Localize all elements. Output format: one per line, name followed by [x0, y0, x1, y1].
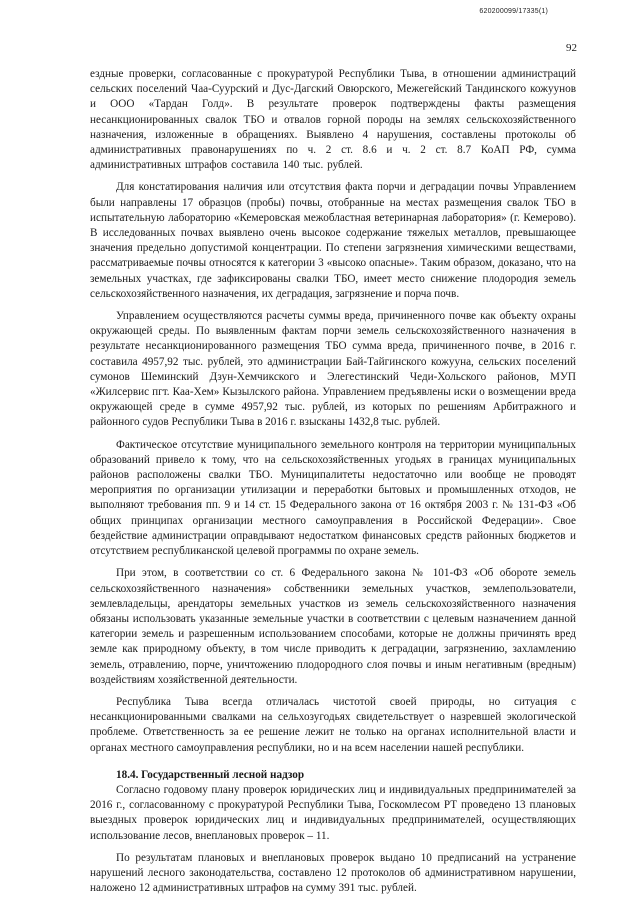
paragraph-forest-inspections: Согласно годовому плану проверок юридических лиц и индивидуальных предпринимателей за 2016 г., согласованному с прокуратурой Республики Тыва, Госкомлесом РТ проведено 13 плановых выездных проверок юридических лиц и индивидуальных предпринимателей, осуществляющих использование лесов, внеплановых проверок – 11. [90, 783, 576, 842]
paragraph-forest-results: По результатам плановых и внеплановых проверок выдано 10 предписаний на устранение нарушений лесного законодательства, составлено 12 протоколов об административном нарушении, наложено 12 административных штрафов на сумму 391 тыс. рублей. [90, 851, 576, 895]
paragraph-land-law: При этом, в соответствии со ст. 6 Федерального закона № 101-ФЗ «Об обороте земель сельскохозяйственного назначения» собственники земельных участков, землепользователи, землевладельцы, арендаторы земельных участков из земель сельскохозяйственного назначения обязаны использовать указанные земельные участки в соответствии с целевым назначением данной категории земель и разрешенным использованием способами, которые не должны причинять вред земле как природному объекту, в том числе приводить к деградации, загрязнению, захламлению земель, отравлению, порче, уничтожению плодородного слоя почвы и иным негативным (вредным) воздействиям хозяйственной деятельности. [90, 567, 576, 686]
paragraph-soil-sampling: Для констатирования наличия или отсутствия факта порчи и деградации почвы Управлением были направлены 17 образцов (пробы) почвы, отобранные на местах размещения свалок ТБО в испытательную лабораторию «Кемеровская межобластная ветеринарная лаборатория» (г. Кемерово). В исследованных почвах выявлено очень высокое содержание тяжелых металлов, превышающее значения предельно допустимой концентрации. По степени загрязнения химическими веществами, рассматриваемые почвы относятся к категории 3 «высоко опасные». Таким образом, доказано, что на земельных участках, где зафиксированы свалки ТБО, имеет место снижение плодородия земель сельскохозяйственного назначения, их деградация, загрязнение и порча почв. [90, 181, 576, 300]
paragraph-municipal-control: Фактическое отсутствие муниципального земельного контроля на территории муниципальных образований привело к тому, что на сельскохозяйственных угодьях в границах муниципальных районов расположены свалки ТБО. Муниципалитеты недостаточно или вообще не проводят мероприятия по организации утилизации и переработки бытовых и промышленных отходов, не выполняют требования пп. 9 и 14 ст. 15 Федерального закона от 16 октября 2003 г. № 131-ФЗ «Об общих принципах организации местного самоуправления в Российской Федерации». Свое бездействие администрации оправдывают недостатком финансовых средств районных бюджетов и отсутствием республиканской целевой программы по охране земель. [90, 438, 576, 558]
paragraph-conclusion: Республика Тыва всегда отличалась чистотой своей природы, но ситуация с несанкционированными свалками на сельхозугодьях свидетельствует о назревшей экологической проблеме. Ответственность за ее решение лежит не только на органах исполнительной власти и органах местного самоуправления республики, но и на всем населении нашей республики. [90, 695, 576, 754]
paragraph-damage-calculation: Управлением осуществляются расчеты суммы вреда, причиненного почве как объекту охраны окружающей среды. По выявленным фактам порчи земель сельскохозяйственного назначения в результате несанкционированного размещения ТБО сумма вреда, причиненного почве, в 2016 г. составила 4957,92 тыс. рублей, это администрации Бай-Тайгинского кожууна, сельских поселений сумонов Шеминский Дзун-Хемчикского и Элегестинский Чеди-Хольского районов, МУП «Жилсервис пгт. Каа-Хем» Кызылского района. Управлением предъявлены иски о возмещении вреда окружающей среде в сумме 4957,92 тыс. рублей, из которых по решениям Арбитражного и районного судов Республики Тыва в 2016 г. взысканы 1432,8 тыс. рублей. [90, 310, 576, 429]
page-number: 92 [566, 42, 577, 54]
section-heading: 18.4. Государственный лесной надзор [116, 768, 305, 781]
page-body [90, 67, 576, 897]
paragraph-continued: ездные проверки, согласованные с прокуратурой Республики Тыва, в отношении администраций сельских поселений Чаа-Суурский и Дус-Дагский Овюрского, Межегейский Тандинского кожуунов и ООО «Тардан Голд». В результате проверок подтверждены факты размещения несанкционированных свалок ТБО и отвалов горной породы на землях сельскохозяйственного назначения, изложенные в обращениях. Выявлено 4 нарушения, составлены протоколы об административных правонарушениях по ч. 2 ст. 8.6 и ч. 2 ст. 8.7 КоАП РФ, сумма административных штрафов составила 140 тыс. рублей. [90, 68, 576, 172]
document-id: 620200099/17335(1) [479, 8, 548, 15]
